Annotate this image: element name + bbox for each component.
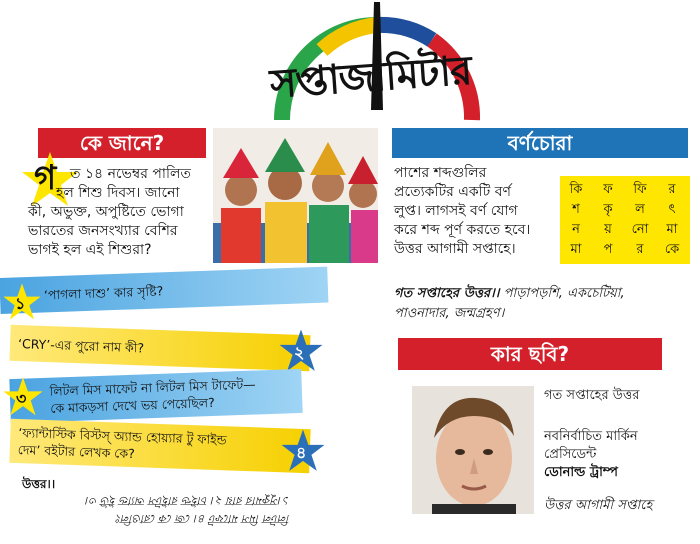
question-2 bbox=[9, 325, 310, 371]
grid-cell: নো bbox=[631, 222, 649, 237]
word-instructions bbox=[394, 164, 570, 259]
grid-cell: ফ bbox=[603, 182, 613, 197]
instruction-line: প্রত্যেকটির একটি বর্ণ bbox=[394, 184, 512, 200]
intro-line: কী, অভুক্ত, অপুষ্টিতে ভোগা bbox=[28, 204, 184, 220]
intro-line: ভারতের জনসংখ্যার বেশির bbox=[28, 223, 178, 239]
grid-cell: ল bbox=[635, 202, 645, 217]
last-week-label: গত সপ্তাহের উত্তর।। bbox=[394, 286, 500, 301]
question-text: ‘CRY’-এর পুরো নাম কী? bbox=[17, 335, 145, 355]
answers-line: ১।সুকুমার রায় ২। চাইল্ড রাইটস অ্যান্ড ইউ ৩। bbox=[85, 494, 290, 508]
photo-caption bbox=[544, 428, 638, 482]
grid-cell: মা bbox=[666, 222, 678, 237]
photo-next-week: উত্তর আগামী সপ্তাহে bbox=[544, 498, 653, 513]
answer-name: ডোনাল্ড ট্রাম্প bbox=[544, 465, 618, 480]
instruction-line: করে শব্দ পূর্ণ করতে হবে। bbox=[394, 222, 531, 238]
instruction-line: উত্তর আগামী সপ্তাহে। bbox=[394, 241, 516, 257]
caption-line: প্রেসিডেন্ট bbox=[544, 447, 597, 462]
question-number: ৪ bbox=[296, 443, 307, 462]
answers-line: লিটল মিস মাফেট ৪। জে কে রোওলিং bbox=[116, 512, 290, 526]
instruction-line: লুপ্ত। লাগসই বর্ণ যোগ bbox=[394, 203, 518, 219]
grid-cell: র bbox=[636, 242, 644, 257]
question-text: ‘পাগলা দাশু’ কার সৃষ্টি? bbox=[43, 282, 164, 302]
grid-cell: প bbox=[603, 242, 613, 257]
intro-line: হল শিশু দিবস। জানো bbox=[56, 185, 180, 201]
question-text: কে মাকড়সা দেখে ভয় পেয়েছিল? bbox=[50, 394, 215, 416]
word-last-week bbox=[394, 284, 690, 324]
grid-cell: শ bbox=[572, 202, 580, 217]
caption-line: নবনির্বাচিত মার্কিন bbox=[544, 429, 638, 444]
last-week-answers: পাড়াপড়শি, একচেটিয়া, bbox=[499, 286, 625, 301]
quiz-intro bbox=[70, 165, 220, 184]
grid-cell: র bbox=[668, 182, 676, 197]
grid-cell: ৎ bbox=[668, 202, 676, 217]
instruction-line: পাশের শব্দগুলির bbox=[394, 165, 487, 181]
grid-cell: য় bbox=[604, 222, 612, 237]
grid-cell: ফি bbox=[633, 182, 647, 197]
intro-line: ভাগই হল এই শিশুরা? bbox=[28, 242, 152, 258]
question-text: দেম’ বইটার লেখক কে? bbox=[17, 442, 136, 462]
question-text: ‘ফ্যান্টাস্টিক বিস্টস্ অ্যান্ড হোয়্যার টু ফাইন্ড bbox=[18, 425, 227, 448]
grid-cell: ন bbox=[572, 222, 580, 237]
question-1 bbox=[0, 267, 328, 314]
question-3 bbox=[9, 369, 302, 423]
photo-heading: কার ছবি? bbox=[398, 338, 662, 370]
children-photo bbox=[213, 128, 378, 263]
grid-cell: কৃ bbox=[603, 202, 613, 217]
question-number: ৩ bbox=[16, 389, 27, 408]
answers-upside-down bbox=[20, 492, 290, 528]
letter-grid bbox=[560, 176, 690, 264]
word-heading: বর্ণচোরা bbox=[392, 128, 688, 158]
grid-cell: কে bbox=[664, 242, 680, 257]
question-number: ২ bbox=[294, 343, 305, 362]
person-photo bbox=[412, 386, 534, 514]
question-4 bbox=[9, 419, 310, 473]
grid-cell: মা bbox=[570, 242, 582, 257]
grid-cell: কি bbox=[569, 182, 583, 197]
question-text: লিটল মিস মাফেট না লিটল মিস টাফেট— bbox=[49, 376, 256, 399]
drop-cap: গ bbox=[34, 158, 57, 198]
quiz-heading: কে জানে? bbox=[38, 128, 206, 158]
photo-last-week: গত সপ্তাহের উত্তর bbox=[544, 388, 640, 403]
last-week-answers: পাওনাদার, জন্মগ্রহণ। bbox=[394, 306, 505, 321]
intro-line: ত ১৪ নভেম্বর পালিত bbox=[70, 166, 191, 182]
masthead-title: সপ্তাজামিটার bbox=[268, 46, 473, 108]
quiz-intro-rest2 bbox=[28, 203, 228, 260]
question-number: ১ bbox=[15, 294, 26, 313]
answers-label: উত্তর।। bbox=[22, 477, 56, 491]
quiz-intro-rest bbox=[56, 184, 226, 203]
